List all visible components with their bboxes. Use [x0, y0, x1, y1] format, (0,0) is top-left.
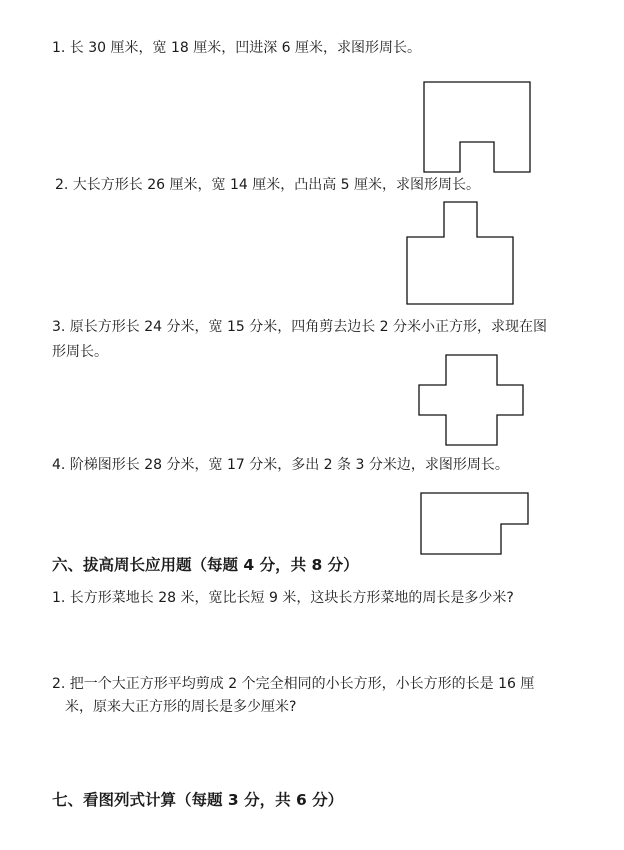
cross-shape-outline — [419, 355, 523, 445]
step-shape-outline — [421, 493, 528, 554]
section-6-question-2-line2: 米，原来大正方形的周长是多少厘米? — [65, 699, 297, 715]
notched-rectangle-outline — [424, 82, 530, 172]
section-6-title: 六、拔高周长应用题（每题 4 分，共 8 分） — [52, 556, 359, 574]
section-7-title: 七、看图列式计算（每题 3 分，共 6 分） — [52, 791, 344, 809]
problem-4-text: 4. 阶梯图形长 28 分米，宽 17 分米，多出 2 条 3 分米边，求图形周长。 — [52, 457, 509, 473]
section-6-question-1: 1. 长方形菜地长 28 米，宽比长短 9 米，这块长方形菜地的周长是多少米? — [52, 590, 514, 606]
protruding-rectangle-outline — [407, 202, 513, 304]
problem-1-text: 1. 长 30 厘米，宽 18 厘米，凹进深 6 厘米，求图形周长。 — [52, 40, 422, 56]
protruding-rectangle-figure — [407, 202, 515, 306]
problem-2-text: 2. 大长方形长 26 厘米，宽 14 厘米，凸出高 5 厘米，求图形周长。 — [55, 177, 481, 193]
section-6-question-2-line1: 2. 把一个大正方形平均剪成 2 个完全相同的小长方形，小长方形的长是 16 厘 — [52, 676, 535, 692]
problem-3-text-line2: 形周长。 — [52, 344, 108, 360]
step-shape-figure — [421, 493, 531, 557]
problem-3-text-line1: 3. 原长方形长 24 分米，宽 15 分米，四角剪去边长 2 分米小正方形，求现在图 — [52, 319, 548, 335]
notched-rectangle-figure — [424, 82, 532, 174]
cross-shape-figure — [419, 355, 525, 447]
